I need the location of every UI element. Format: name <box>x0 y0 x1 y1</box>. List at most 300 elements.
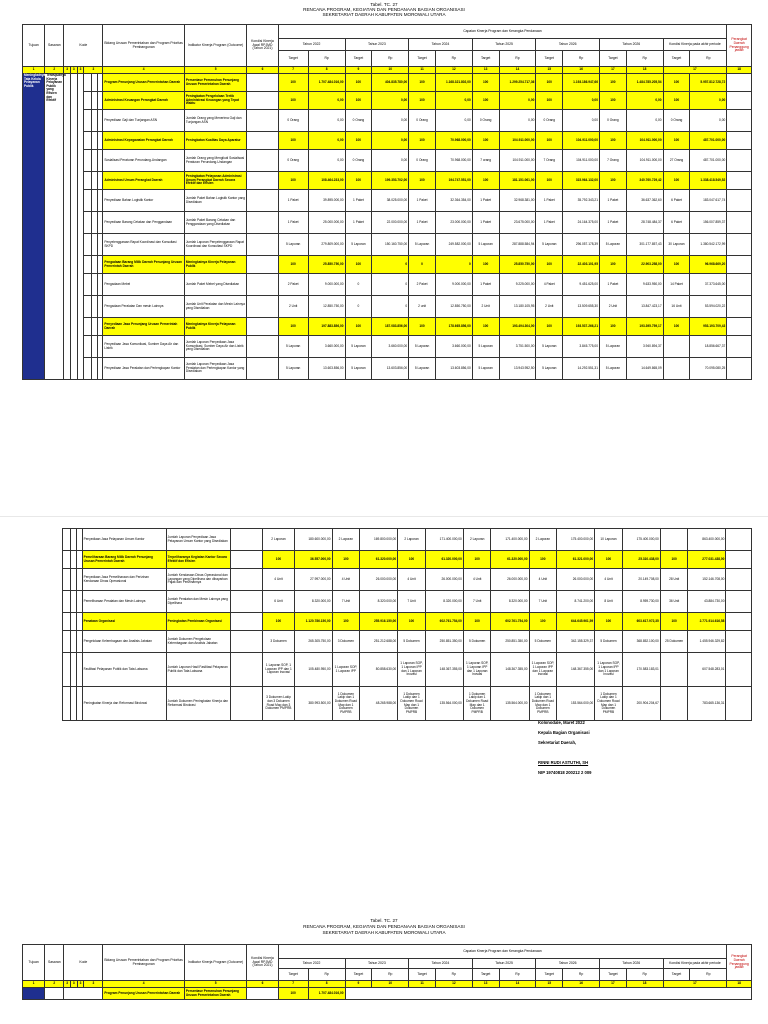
code-cell <box>84 358 92 380</box>
program-name: Penyediaan Jasa Pemeliharaan dan Perizinan Kendaraan Dinas Operasional <box>82 569 166 591</box>
unit-kerja-cell <box>727 150 752 172</box>
target-value: 7 Unit <box>463 591 491 613</box>
target-value: 2 Unit <box>536 296 563 318</box>
target-value: 100 <box>599 92 626 110</box>
budget-value: 25.310.438,00 <box>622 551 660 569</box>
indicator: Jumlah Laporan Penyediaan Jasa Peralatan dan Perlengkapan Kantor yang Disediakan <box>184 358 247 380</box>
target-value: 1 Paket <box>345 212 372 234</box>
unit-kerja-cell <box>727 132 752 150</box>
target-value: 0 Orang <box>345 150 372 172</box>
target-value: 5 Laporan <box>599 336 626 358</box>
header-rp: Rp <box>563 969 600 981</box>
budget-value: 18.856.667,37 <box>690 336 727 358</box>
budget-value: 1.168.321.802,00 <box>435 74 472 92</box>
target-value: 100 <box>345 256 372 274</box>
budget-value: 315.964.132,00 <box>563 172 600 190</box>
target-value: 100 <box>472 172 499 190</box>
budget-value: 0,00 <box>372 110 409 132</box>
code-cell <box>63 631 71 653</box>
header-baseline: Kondisi Kinerja Awal RPJMD (Tahun 2021) <box>247 25 278 67</box>
budget-value: 0,00 <box>435 92 472 110</box>
unit-kerja-cell <box>727 110 752 132</box>
column-number: 5 <box>184 67 247 74</box>
target-value: 4 Unit <box>463 569 491 591</box>
budget-value: 602.761.754,00 <box>425 613 463 631</box>
column-number: 12 <box>435 981 472 988</box>
column-number: 5 <box>184 981 247 988</box>
header-year-3-2: Tahun 2024 <box>409 959 473 969</box>
budget-value: 104.911.000,00 <box>563 132 600 150</box>
unit-kerja-cell <box>726 569 752 591</box>
budget-value: 181.151.061,00 <box>499 172 536 190</box>
budget-value: 200.904.204,67 <box>622 687 660 721</box>
target-value: 0 Orang <box>278 150 308 172</box>
budget-value: 8.320.000,00 <box>294 591 332 613</box>
header-sasaran: Sasaran <box>45 25 64 67</box>
budget-value: 9.225.000,00 <box>499 274 536 296</box>
target-value: 100 <box>263 551 294 569</box>
target-value: 4 Unit <box>263 569 294 591</box>
target-value: 0 Orang <box>599 110 626 132</box>
header-tujuan-2: Tujuan <box>23 945 45 981</box>
column-number: 18 <box>626 981 663 988</box>
budget-value: 38.025.000,00 <box>372 190 409 212</box>
target-value: 0 <box>345 274 372 296</box>
target-value: 30 Laporan <box>663 234 690 256</box>
column-number: 8 <box>308 981 345 988</box>
unit-kerja-cell <box>727 358 752 380</box>
column-number: 3 <box>70 67 77 74</box>
budget-value: 0,00 <box>690 110 727 132</box>
budget-value: 8.320.000,00 <box>425 591 463 613</box>
budget-value: 22.403.101,95 <box>563 256 600 274</box>
budget-value: 23.000.000,00 <box>435 212 472 234</box>
budget-value: 194.747.551,00 <box>435 172 472 190</box>
target-value: 100 <box>278 318 308 336</box>
budget-value: 13.847.423,17 <box>626 296 663 318</box>
program-name: Peningkatan Kinerja dan Reformasi Birokrasi <box>82 687 166 721</box>
column-number: 15 <box>536 981 563 988</box>
budget-value: 1.120.786.150,00 <box>294 613 332 631</box>
budget-value: 27.997.000,00 <box>294 569 332 591</box>
budget-value: 340.760.729,42 <box>626 172 663 190</box>
budget-value: 0,00 <box>372 132 409 150</box>
target-value: 100 <box>660 551 688 569</box>
indicator: Jumlah Paket Barang Cetakan dan Penggandaan yang Disediakan <box>184 212 247 234</box>
target-value: 100 <box>278 256 308 274</box>
target-value: 36 Unit <box>660 591 688 613</box>
target-value: 5 Laporan <box>345 234 372 256</box>
budget-value: 80.858.630,00 <box>360 653 398 687</box>
unit-kerja-cell <box>727 318 752 336</box>
budget-value: 487.701.000,00 <box>690 132 727 150</box>
code-cell <box>63 591 71 613</box>
program-name: Administrasi Kepegawaian Perangkat Daerah <box>103 132 184 150</box>
column-number: 17 <box>599 67 626 74</box>
budget-value: 251.212.688,00 <box>360 631 398 653</box>
target-value: 4 Unit <box>595 569 623 591</box>
unit-kerja-cell <box>726 687 752 721</box>
column-number: 13 <box>472 981 499 988</box>
column-number: 3 <box>77 981 84 988</box>
budget-value: 70.968.000,00 <box>435 132 472 150</box>
header-rp: Rp <box>626 51 663 67</box>
budget-value: 0,00 <box>372 92 409 110</box>
header-unit-kerja: Perangkat Daerah Penanggung jawab <box>727 25 752 67</box>
budget-value: 171.400.000,00 <box>491 529 529 551</box>
target-value: 1 Dokumen Lakip dan 1 Dokumen Road Map dan 1 Dokumen PMPRB <box>529 687 557 721</box>
budget-value: 36.557.000,00 <box>294 551 332 569</box>
budget-value: 26.000.000,00 <box>491 569 529 591</box>
header-target: Target <box>663 969 690 981</box>
target-value: 0 Orang <box>472 110 499 132</box>
header-target: Target <box>472 51 499 67</box>
baseline <box>247 336 278 358</box>
code-cell <box>84 336 92 358</box>
budget-value: 296.057.178,39 <box>563 234 600 256</box>
baseline <box>247 190 278 212</box>
target-value: 0 Orang <box>536 110 563 132</box>
budget-value: 48.265.988,00 <box>360 687 398 721</box>
program-name: Administrasi Keuangan Perangkat Daerah <box>103 92 184 110</box>
budget-value: 287.888.584,94 <box>499 234 536 256</box>
target-value: 100 <box>663 172 690 190</box>
header-target: Target <box>278 51 308 67</box>
column-number: 3 <box>70 981 77 988</box>
budget-value: 0 <box>372 256 409 274</box>
column-number: 9 <box>345 67 372 74</box>
budget-value: 199.353.702,00 <box>372 172 409 190</box>
baseline <box>231 529 263 551</box>
target-value: 100 <box>345 74 372 92</box>
indicator: Jumlah Paket Mebel yang Disediakan <box>184 274 247 296</box>
indicator: Jumlah Laporan Penyelenggaraan Rapat Koordinasi dan Konsultasi SKPD <box>184 234 247 256</box>
budget-value: 1.455.946.329,82 <box>688 631 726 653</box>
target-value: 5 Laporan <box>599 358 626 380</box>
column-number: 15 <box>536 67 563 74</box>
code-cell <box>70 74 77 380</box>
budget-value: 8.741.200,00 <box>557 591 595 613</box>
code-cell <box>84 92 92 110</box>
column-number: 17 <box>663 67 727 74</box>
code-cell <box>84 234 92 256</box>
target-value: 100 <box>345 318 372 336</box>
unit-kerja-cell <box>727 274 752 296</box>
budget-value: 0,00 <box>690 92 727 110</box>
budget-value: 368.852.100,00 <box>622 631 660 653</box>
unit-kerja-cell <box>727 256 752 274</box>
target-value <box>660 687 688 721</box>
header-rp: Rp <box>626 969 663 981</box>
column-number: 13 <box>472 67 499 74</box>
budget-value: 953.193.709,43 <box>690 318 727 336</box>
indicator: Jumlah Dokumen Pengelolaan Kelembagaan dan Analisis Jabatan <box>166 631 231 653</box>
target-value: 2 Laporan <box>332 529 360 551</box>
budget-value: 104.911.000,00 <box>626 150 663 172</box>
budget-value: 13.603.856,00 <box>308 358 345 380</box>
baseline <box>231 631 263 653</box>
target-value: 100 <box>398 551 426 569</box>
target-value: 100 <box>595 613 623 631</box>
unit-kerja-cell <box>727 74 752 92</box>
page-2 <box>0 520 768 775</box>
budget-value: 3.845.775,00 <box>563 336 600 358</box>
budget-value: 1.707.484.016,00 <box>308 74 345 92</box>
budget-value: 26.000.000,00 <box>360 569 398 591</box>
program-name: Pengadaan Mebel <box>103 274 184 296</box>
target-value: 1 Paket <box>409 212 436 234</box>
baseline <box>231 613 263 631</box>
target-value: 0 Orang <box>409 150 436 172</box>
program-table-part2 <box>62 528 752 721</box>
header-unit-kerja-2: Perangkat Daerah Penanggung jawab <box>727 945 752 981</box>
baseline <box>247 172 278 190</box>
budget-value: 150.160.750,00 <box>372 234 409 256</box>
budget-value: 187.083.856,00 <box>372 318 409 336</box>
target-value: 100 <box>278 172 308 190</box>
target-value: 100 <box>409 172 436 190</box>
budget-value: 249.582.000,00 <box>435 234 472 256</box>
target-value: 2 Paket <box>409 274 436 296</box>
column-number: 4 <box>103 981 184 988</box>
budget-value: 148.367.355,00 <box>557 653 595 687</box>
target-value: 1 Paket <box>599 190 626 212</box>
budget-value: 61.320.000,00 <box>491 551 529 569</box>
baseline <box>247 274 278 296</box>
target-value: 5 Dokumen <box>463 631 491 653</box>
indicator: Jumlah Unit Peralatan dan Mesin Lainnya yang Disediakan <box>184 296 247 318</box>
target-value: 100 <box>599 256 626 274</box>
target-value: 1 Paket <box>472 212 499 234</box>
target-value: 5 Dokumen <box>529 631 557 653</box>
code-cell <box>84 296 92 318</box>
target-value: 100 <box>409 74 436 92</box>
column-number: 1 <box>23 67 45 74</box>
header-year-1: Tahun 2022 <box>278 39 345 51</box>
unit-kerja-cell <box>726 591 752 613</box>
target-value: 2 Unit <box>278 296 308 318</box>
target-value: 1 Laporan SOP, 1 Laporan IPP dan 1 Laporan Inovasi <box>398 653 426 687</box>
header-year-4-2: Tahun 2025 <box>472 959 536 969</box>
program-name: Pengadaan Barang Milik Daerah Penunjang Urusan Pemerintah Daerah <box>103 256 184 274</box>
unit-kerja-cell <box>727 92 752 110</box>
signature-position: Kepala Bagian Organisasi <box>538 730 590 735</box>
table-number-2: Tabel. TC. 27 <box>370 918 398 923</box>
unit-kerja-cell <box>727 190 752 212</box>
target-value: 100 <box>472 92 499 110</box>
program-name: Penyediaan Jasa Penunjang Urusan Pemerintah Daerah <box>103 318 184 336</box>
header-year-2: Tahun 2023 <box>345 39 409 51</box>
target-value: 100 <box>529 551 557 569</box>
target-value: 5 Laporan <box>278 358 308 380</box>
code-cell <box>63 613 71 631</box>
target-value: 10 Laporan <box>595 529 623 551</box>
unit-kerja-cell <box>727 172 752 190</box>
header-indikator: Indikator Kinerja Program (Outcome) <box>184 25 247 67</box>
code-cell <box>84 150 92 172</box>
unit-kerja-cell <box>727 336 752 358</box>
budget-value: 0,00 <box>499 92 536 110</box>
target-value: 100 <box>472 318 499 336</box>
target-value: 6 Paket <box>663 212 690 234</box>
budget-value: 193.537.266,21 <box>563 318 600 336</box>
budget-value: 250.851.350,00 <box>491 631 529 653</box>
target-value: 28 Unit <box>660 569 688 591</box>
budget-value: 26.000.000,00 <box>425 569 463 591</box>
target-value: 100 <box>536 74 563 92</box>
target-value: 100 <box>345 132 372 150</box>
target-value <box>663 336 690 358</box>
column-number: 17 <box>663 981 727 988</box>
code-cell <box>63 653 71 687</box>
header-target: Target <box>409 969 436 981</box>
header-rp: Rp <box>563 51 600 67</box>
unit-kerja-cell <box>726 551 752 569</box>
column-number: 6 <box>247 67 278 74</box>
header-target: Target <box>345 51 372 67</box>
program-name: Penyediaan Gaji dan Tunjangan ASN <box>103 110 184 132</box>
header-rp: Rp <box>308 51 345 67</box>
target-value: 7 Orang <box>536 150 563 172</box>
column-number: 8 <box>308 67 345 74</box>
baseline <box>247 234 278 256</box>
baseline <box>247 92 278 110</box>
target-value: 100 <box>463 613 491 631</box>
budget-value: 1.299.254.717,36 <box>499 74 536 92</box>
column-number: 16 <box>563 981 600 988</box>
indicator: Meningkatnya Kinerja Pelayanan Publik <box>184 318 247 336</box>
budget-value: 1.380.542.172,99 <box>690 234 727 256</box>
column-number: 10 <box>372 981 409 988</box>
header-target: Target <box>663 51 690 67</box>
code-cell <box>63 687 71 721</box>
target-cell-stub <box>45 988 64 1000</box>
header-target: Target <box>345 969 372 981</box>
budget-value: 193.494.304,00 <box>499 318 536 336</box>
header-target: Target <box>472 969 499 981</box>
target-value: 100 <box>278 132 308 150</box>
indicator: Jumlah Laporan Hasil Fasilitasi Pelayanan Publik dan Tata Laksana <box>166 653 231 687</box>
program-name: Pemeliharaan Peralatan dan Mesin Lainnya <box>82 591 166 613</box>
column-number: 10 <box>372 67 409 74</box>
target-value: 5 Laporan <box>409 234 436 256</box>
header-rp: Rp <box>372 969 409 981</box>
target-value: 100 <box>663 74 690 92</box>
budget-value: 135.564.000,00 <box>491 687 529 721</box>
budget-value: 13.603.856,00 <box>372 358 409 380</box>
target-value: 100 <box>536 256 563 274</box>
target-value: 100 <box>599 74 626 92</box>
budget-value: 0,00 <box>308 110 345 132</box>
target-value: 1 Laporan SOP, 1 Laporan IPP dan 1 Laporan Inovasi <box>529 653 557 687</box>
baseline <box>247 318 278 336</box>
target-value: 5 Laporan <box>345 336 372 358</box>
code-cell <box>77 74 84 380</box>
budget-value: 0,00 <box>626 92 663 110</box>
target-value: 0 Orang <box>278 110 308 132</box>
target-value: 0 Orang <box>409 110 436 132</box>
budget-value: 301.177.857,43 <box>626 234 663 256</box>
program-name: Penyediaan Jasa Pelayanan Umum Kantor <box>82 529 166 551</box>
program-table-part3 <box>22 944 752 1000</box>
target-value: 4 Unit <box>398 569 426 591</box>
budget-value: 644.645.961,59 <box>557 613 595 631</box>
budget-value: 39.895.000,00 <box>308 190 345 212</box>
budget-value: 5.957.812.728,72 <box>690 74 727 92</box>
program-name: Pemeliharaan Barang Milik Daerah Penunjang Urusan Pemerintah Daerah <box>82 551 166 569</box>
header-target: Target <box>599 969 626 981</box>
signature-name: RINNI RUDI ASTUTHI, SH <box>538 760 589 765</box>
header-bidang-2: Bidang Urusan Pemerintahan dan Program Prioritas Pembangunan <box>103 945 184 981</box>
target-value: 5 Laporan <box>409 336 436 358</box>
budget-value: 1.193.186.947,66 <box>563 74 600 92</box>
column-number: 14 <box>499 67 536 74</box>
column-number: 11 <box>409 67 436 74</box>
budget-value: 178.665.856,00 <box>435 318 472 336</box>
target-value: 5 Laporan <box>472 234 499 256</box>
table-number: Tabel. TC. 27 <box>370 2 398 7</box>
target-value: 100 <box>472 74 499 92</box>
target-stub: 100 <box>278 988 308 1000</box>
budget-value: 8.320.000,00 <box>491 591 529 613</box>
header-target: Target <box>536 51 563 67</box>
budget-value: 23.675.000,00 <box>499 212 536 234</box>
target-value: 0 <box>409 256 436 274</box>
budget-value: 169.800.000,00 <box>360 529 398 551</box>
program-name: Administrasi Umum Perangkat Daerah <box>103 172 184 190</box>
code-cell <box>64 74 71 380</box>
budget-value: 175.400.000,00 <box>557 529 595 551</box>
target-value: 100 <box>345 92 372 110</box>
budget-value: 183.047.617,74 <box>690 190 727 212</box>
target-value: 7 Unit <box>332 591 360 613</box>
header-rp: Rp <box>435 51 472 67</box>
header-year-5: Tahun 2026 <box>536 39 600 51</box>
goal-cell: Meningkatnya Tata Kelola Pelayanan Publik <box>23 74 45 380</box>
signature-nip: NIP 19740818 200212 2 009 <box>538 770 592 775</box>
target-value: 7 Unit <box>529 591 557 613</box>
baseline <box>247 74 278 92</box>
target-value: 1 Paket <box>599 212 626 234</box>
target-value: 1 Paket <box>278 212 308 234</box>
header-kondisi-akhir: Kondisi Kinerja pada akhir periode <box>663 39 727 51</box>
header-target: Target <box>278 969 308 981</box>
budget-value: 14.649.865,09 <box>626 358 663 380</box>
budget-value: 32.968.381,00 <box>499 190 536 212</box>
program-name: Pengelolaan Kelembagaan dan Analisis Jabatan <box>82 631 166 653</box>
baseline <box>247 150 278 172</box>
target-value: 2 Unit <box>599 296 626 318</box>
budget-value: 603.617.972,35 <box>622 613 660 631</box>
budget-value: 3.751.500,00 <box>499 336 536 358</box>
budget-value: 26.000.000,00 <box>557 569 595 591</box>
program-table-part1 <box>22 24 752 380</box>
column-number: 1 <box>23 981 45 988</box>
target-value: 2 unit <box>409 296 436 318</box>
column-number: 2 <box>45 981 64 988</box>
indicator: Persentase Pemenuhan Penunjang Urusan Pemerintahan Daerah <box>184 74 247 92</box>
target-value: 100 <box>398 613 426 631</box>
target-value: 100 <box>409 92 436 110</box>
indicator: Jumlah Orang yang Menerima Gaji dan Tunjangan ASN <box>184 110 247 132</box>
column-number: 7 <box>278 981 308 988</box>
budget-value: 193.395.759,17 <box>626 318 663 336</box>
target-value: 6 Unit <box>263 591 294 613</box>
budget-value: 14.292.551,31 <box>563 358 600 380</box>
column-number: 18 <box>727 67 752 74</box>
budget-value: 0,00 <box>563 92 600 110</box>
target-value: 2 Laporan <box>263 529 294 551</box>
